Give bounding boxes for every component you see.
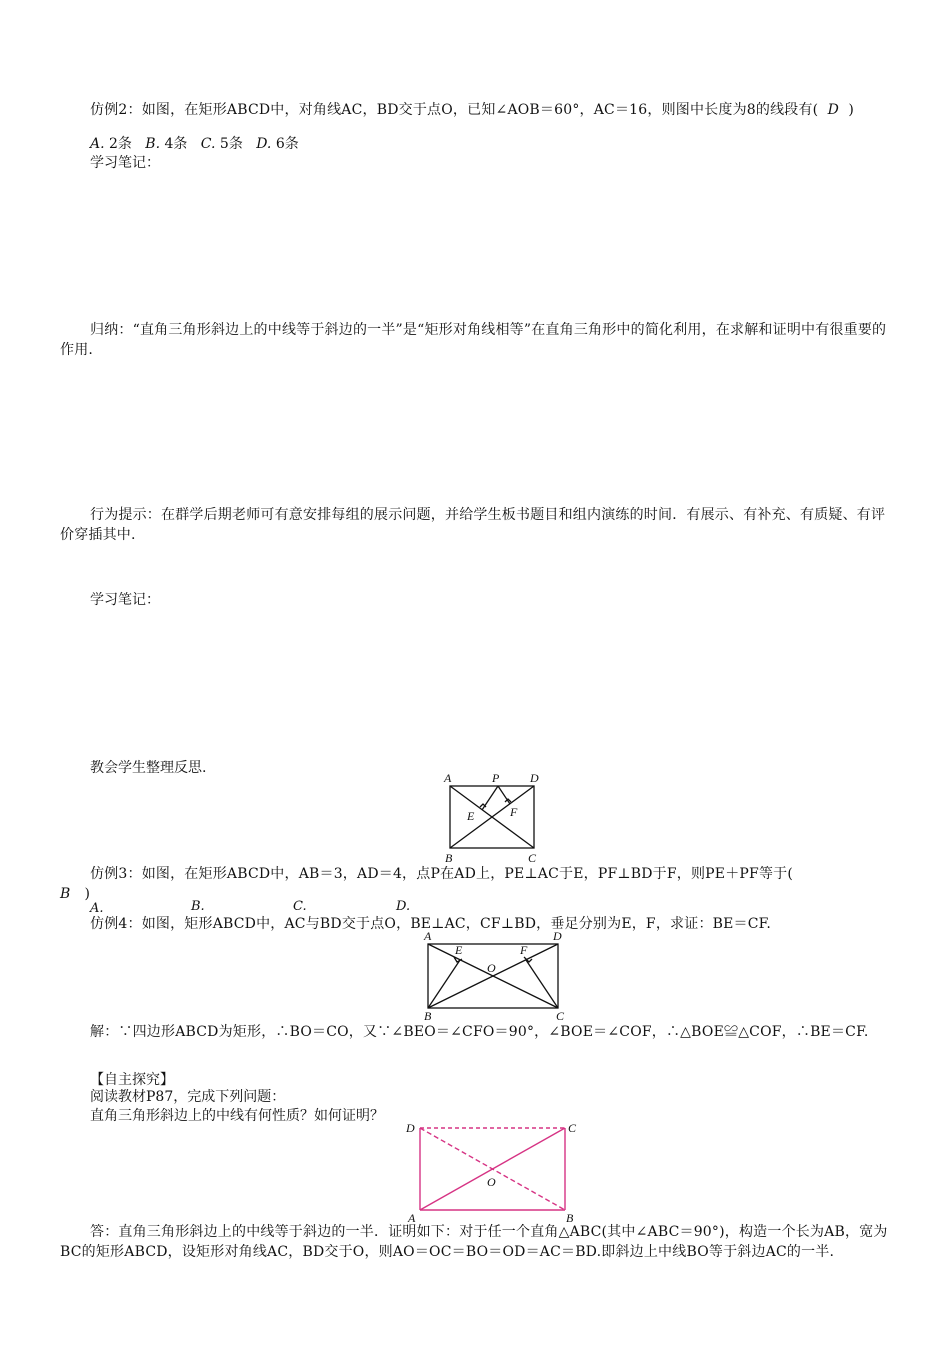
fig2-label-f: F <box>520 943 528 957</box>
fig2-label-d: D <box>553 929 562 943</box>
option-d: 6条 <box>275 136 299 152</box>
fig2-label-b: B <box>424 1009 432 1020</box>
fig2-label-a: A <box>424 929 432 943</box>
example-3-question <box>60 864 892 904</box>
fig2-label-e: E <box>455 943 463 957</box>
option-c: 5条 <box>219 136 243 152</box>
fig2-label-c: C <box>556 1009 565 1020</box>
fig1-label-f: F <box>510 805 518 819</box>
option-c-letter: C. <box>200 136 216 152</box>
example-3-close: ) <box>84 886 91 902</box>
reflection-text: 教会学生整理反思. <box>90 760 207 776</box>
example-2-close: ) <box>848 102 855 118</box>
rectangle-figure-2 <box>420 928 570 1020</box>
fig3-label-b: B <box>566 1211 574 1224</box>
fig1-label-a: A <box>444 771 452 785</box>
example-4-question: 仿例4：如图，矩形ABCD中，AC与BD交于点O，BE⊥AC，CF⊥BD，垂足分别为E，F，求证：BE＝CF. <box>90 916 772 932</box>
explore-read: 阅读教材P87，完成下列问题： <box>90 1089 286 1105</box>
example-2-question <box>60 100 892 120</box>
option-a-letter: A. <box>90 136 105 152</box>
fig1-label-d: D <box>530 771 539 785</box>
fig1-label-p: P <box>492 771 500 785</box>
solution-paragraph: 解：∵四边形ABCD为矩形，∴BO＝CO，又∵∠BEO＝∠CFO＝90°，∠BOE＝∠COF，∴△BOE≌△COF，∴BE＝CF. <box>90 1024 869 1040</box>
rectangle-figure-1 <box>440 770 550 866</box>
option-d-letter: D. <box>256 136 272 152</box>
example-3-answer: B <box>60 886 71 902</box>
fig1-label-c: C <box>528 851 537 865</box>
fig1-label-b: B <box>445 851 453 865</box>
fig3-label-a: A <box>408 1211 416 1224</box>
fig3-label-c: C <box>568 1121 577 1135</box>
option-b-letter: B. <box>191 899 205 914</box>
notes-label-2: 学习笔记： <box>90 592 160 608</box>
summary-paragraph: 归纳：“直角三角形斜边上的中线等于斜边的一半”是“矩形对角线相等”在直角三角形中的简化利用，在求解和证明中有很重要的作用. <box>60 322 887 358</box>
explore-heading: 【自主探究】 <box>90 1072 174 1088</box>
example-2-answer: D <box>827 102 840 118</box>
option-a: 2条 <box>109 136 132 152</box>
example-2-options <box>90 134 299 154</box>
option-b: 4条 <box>164 136 188 152</box>
notes-label-1: 学习笔记： <box>90 155 160 171</box>
option-c-letter: C. <box>293 899 307 914</box>
answer-paragraph: 答：直角三角形斜边上的中线等于斜边的一半．证明如下：对于任一个直角△ABC(其中∠ABC＝90°)，构造一个长为AB，宽为BC的矩形ABCD，设矩形对角线AC，BD交于O，则AO＝OC＝BO＝OD＝AC＝BD.即斜边上中线BO等于斜边AC的一半. <box>60 1224 888 1260</box>
explore-question: 直角三角形斜边上的中线有何性质？如何证明？ <box>90 1108 384 1124</box>
example-2-text: 仿例2：如图，在矩形ABCD中，对角线AC，BD交于点O，已知∠AOB＝60°，AC＝16，则图中长度为8的线段有( <box>90 102 819 118</box>
example-3-text: 仿例3：如图，在矩形ABCD中，AB＝3，AD＝4，点P在AD上，PE⊥AC于E，PF⊥BD于F，则PE＋PF等于( <box>90 866 794 882</box>
option-a-letter: A. <box>90 901 104 916</box>
fig1-label-e: E <box>467 809 475 823</box>
rectangle-figure-3 <box>400 1118 590 1224</box>
fig3-label-d: D <box>406 1121 415 1135</box>
fig3-label-o: O <box>487 1175 496 1189</box>
option-d-letter: D. <box>396 899 411 914</box>
behavior-tip: 行为提示：在群学后期老师可有意安排每组的展示问题，并给学生板书题目和组内演练的时间．有展示、有补充、有质疑、有评价穿插其中. <box>60 507 886 543</box>
option-b-letter: B. <box>145 136 161 152</box>
fig2-label-o: O <box>487 961 496 975</box>
